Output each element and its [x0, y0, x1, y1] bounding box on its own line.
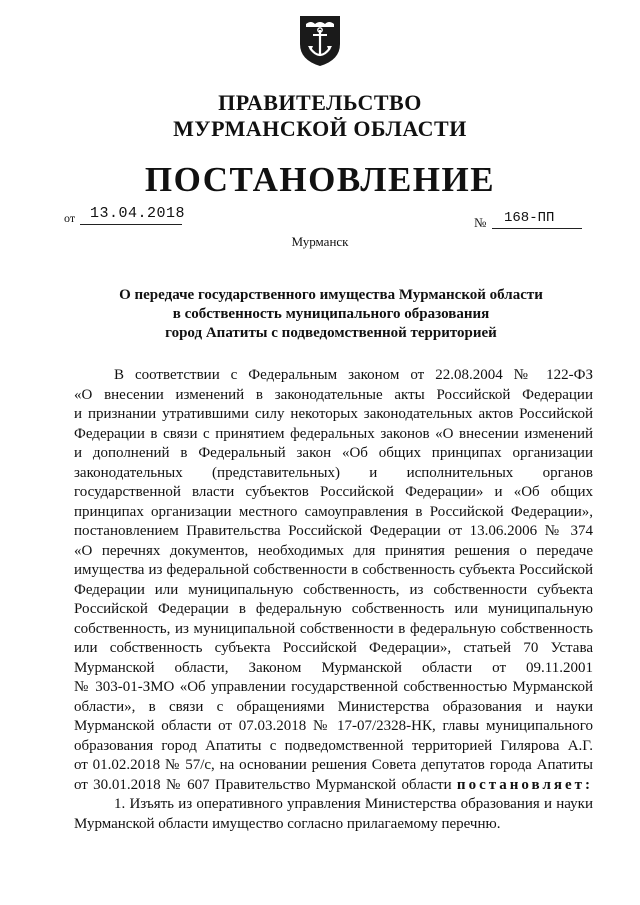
document-type: ПОСТАНОВЛЕНИЕ — [144, 160, 496, 199]
body-line: собственность, из муниципальной собственности в федеральную собственность — [74, 620, 593, 637]
body-line: «О внесении изменений в законодательные акты Российской Федерации — [74, 386, 593, 403]
body-line: В соответствии с Федеральным законом от 22.08.2004 № 122-ФЗ — [114, 367, 593, 383]
date-underline — [80, 224, 182, 225]
body-line: «О перечнях документов, необходимых для принятия решения о передаче — [74, 542, 593, 559]
body-line-text: от 30.01.2018 № 607 Правительство Мурманской области — [74, 776, 452, 793]
document-number: 168-ПП — [504, 210, 555, 226]
body-line: имущества из федеральной собственности в собственность субъекта Российской — [74, 562, 593, 578]
body-line: Российской Федерации в федеральную собственность или муниципальную — [74, 601, 593, 617]
date-prefix: от — [64, 211, 76, 225]
body-line: принципах организации местного самоуправления в Российской Федерации», — [74, 503, 593, 520]
body-line: и дополнений в Федеральный закон «Об общих принципах организации — [74, 445, 593, 461]
body-line: от 01.02.2018 № 57/с, на основании решения Совета депутатов города Апатиты — [74, 757, 593, 773]
murmansk-coat-of-arms-icon — [297, 10, 343, 68]
body-line: и признании утратившими силу некоторых законодательных актов Российской — [74, 406, 593, 422]
item-1-line: 1. Изъять из оперативного управления Министерства образования и науки — [114, 796, 593, 812]
resolve-word: постановляет: — [456, 776, 593, 793]
body-line: Федерации в связи с принятием федеральных законов «О внесении изменений — [74, 425, 593, 442]
city-name: Мурманск — [291, 234, 349, 249]
body-line: области», в связи с обращениями Министерства образования и науки — [74, 698, 593, 715]
title-line: О передаче государственного имущества Мурманской области — [119, 287, 543, 303]
body-line: или собственность субъекта Российской Федерации», статьей 70 Устава — [74, 640, 593, 656]
number-prefix: № — [474, 215, 487, 230]
document-date: 13.04.2018 — [90, 205, 186, 222]
body-line: образования город Апатиты с подведомственной территорией Гилярова А.Г. — [74, 737, 593, 754]
body-line: государственной власти субъектов Российской Федерации» и «Об общих — [74, 484, 593, 500]
number-field — [474, 210, 582, 230]
body-text — [74, 366, 593, 834]
authority-name-line1: ПРАВИТЕЛЬСТВО — [218, 90, 422, 115]
body-line: Федерации или муниципальную собственность, из собственности субъекта — [74, 581, 593, 598]
body-line: Мурманской области от 07.03.2018 № 17-07/2328-НК, главы муниципального — [74, 718, 593, 734]
number-underline — [492, 228, 582, 229]
authority-name-line2: МУРМАНСКОЙ ОБЛАСТИ — [173, 116, 467, 141]
body-line: законодательных (представительных) и исполнительных органов — [74, 464, 593, 481]
body-line-final — [74, 776, 593, 796]
body-line: Мурманской области, Законом Мурманской области от 09.11.2001 — [74, 659, 593, 676]
date-field — [64, 205, 184, 225]
body-line: постановлением Правительства Российской Федерации от 13.06.2006 № 374 — [74, 523, 593, 539]
document-title — [86, 286, 576, 343]
title-line: в собственность муниципального образования — [172, 306, 490, 322]
title-line: город Апатиты с подведомственной территорией — [165, 325, 497, 341]
item-1-line: Мурманской области имущество согласно прилагаемому перечню. — [74, 815, 501, 832]
body-line: № 303-01-ЗМО «Об управлении государственной собственностью Мурманской — [74, 679, 593, 695]
